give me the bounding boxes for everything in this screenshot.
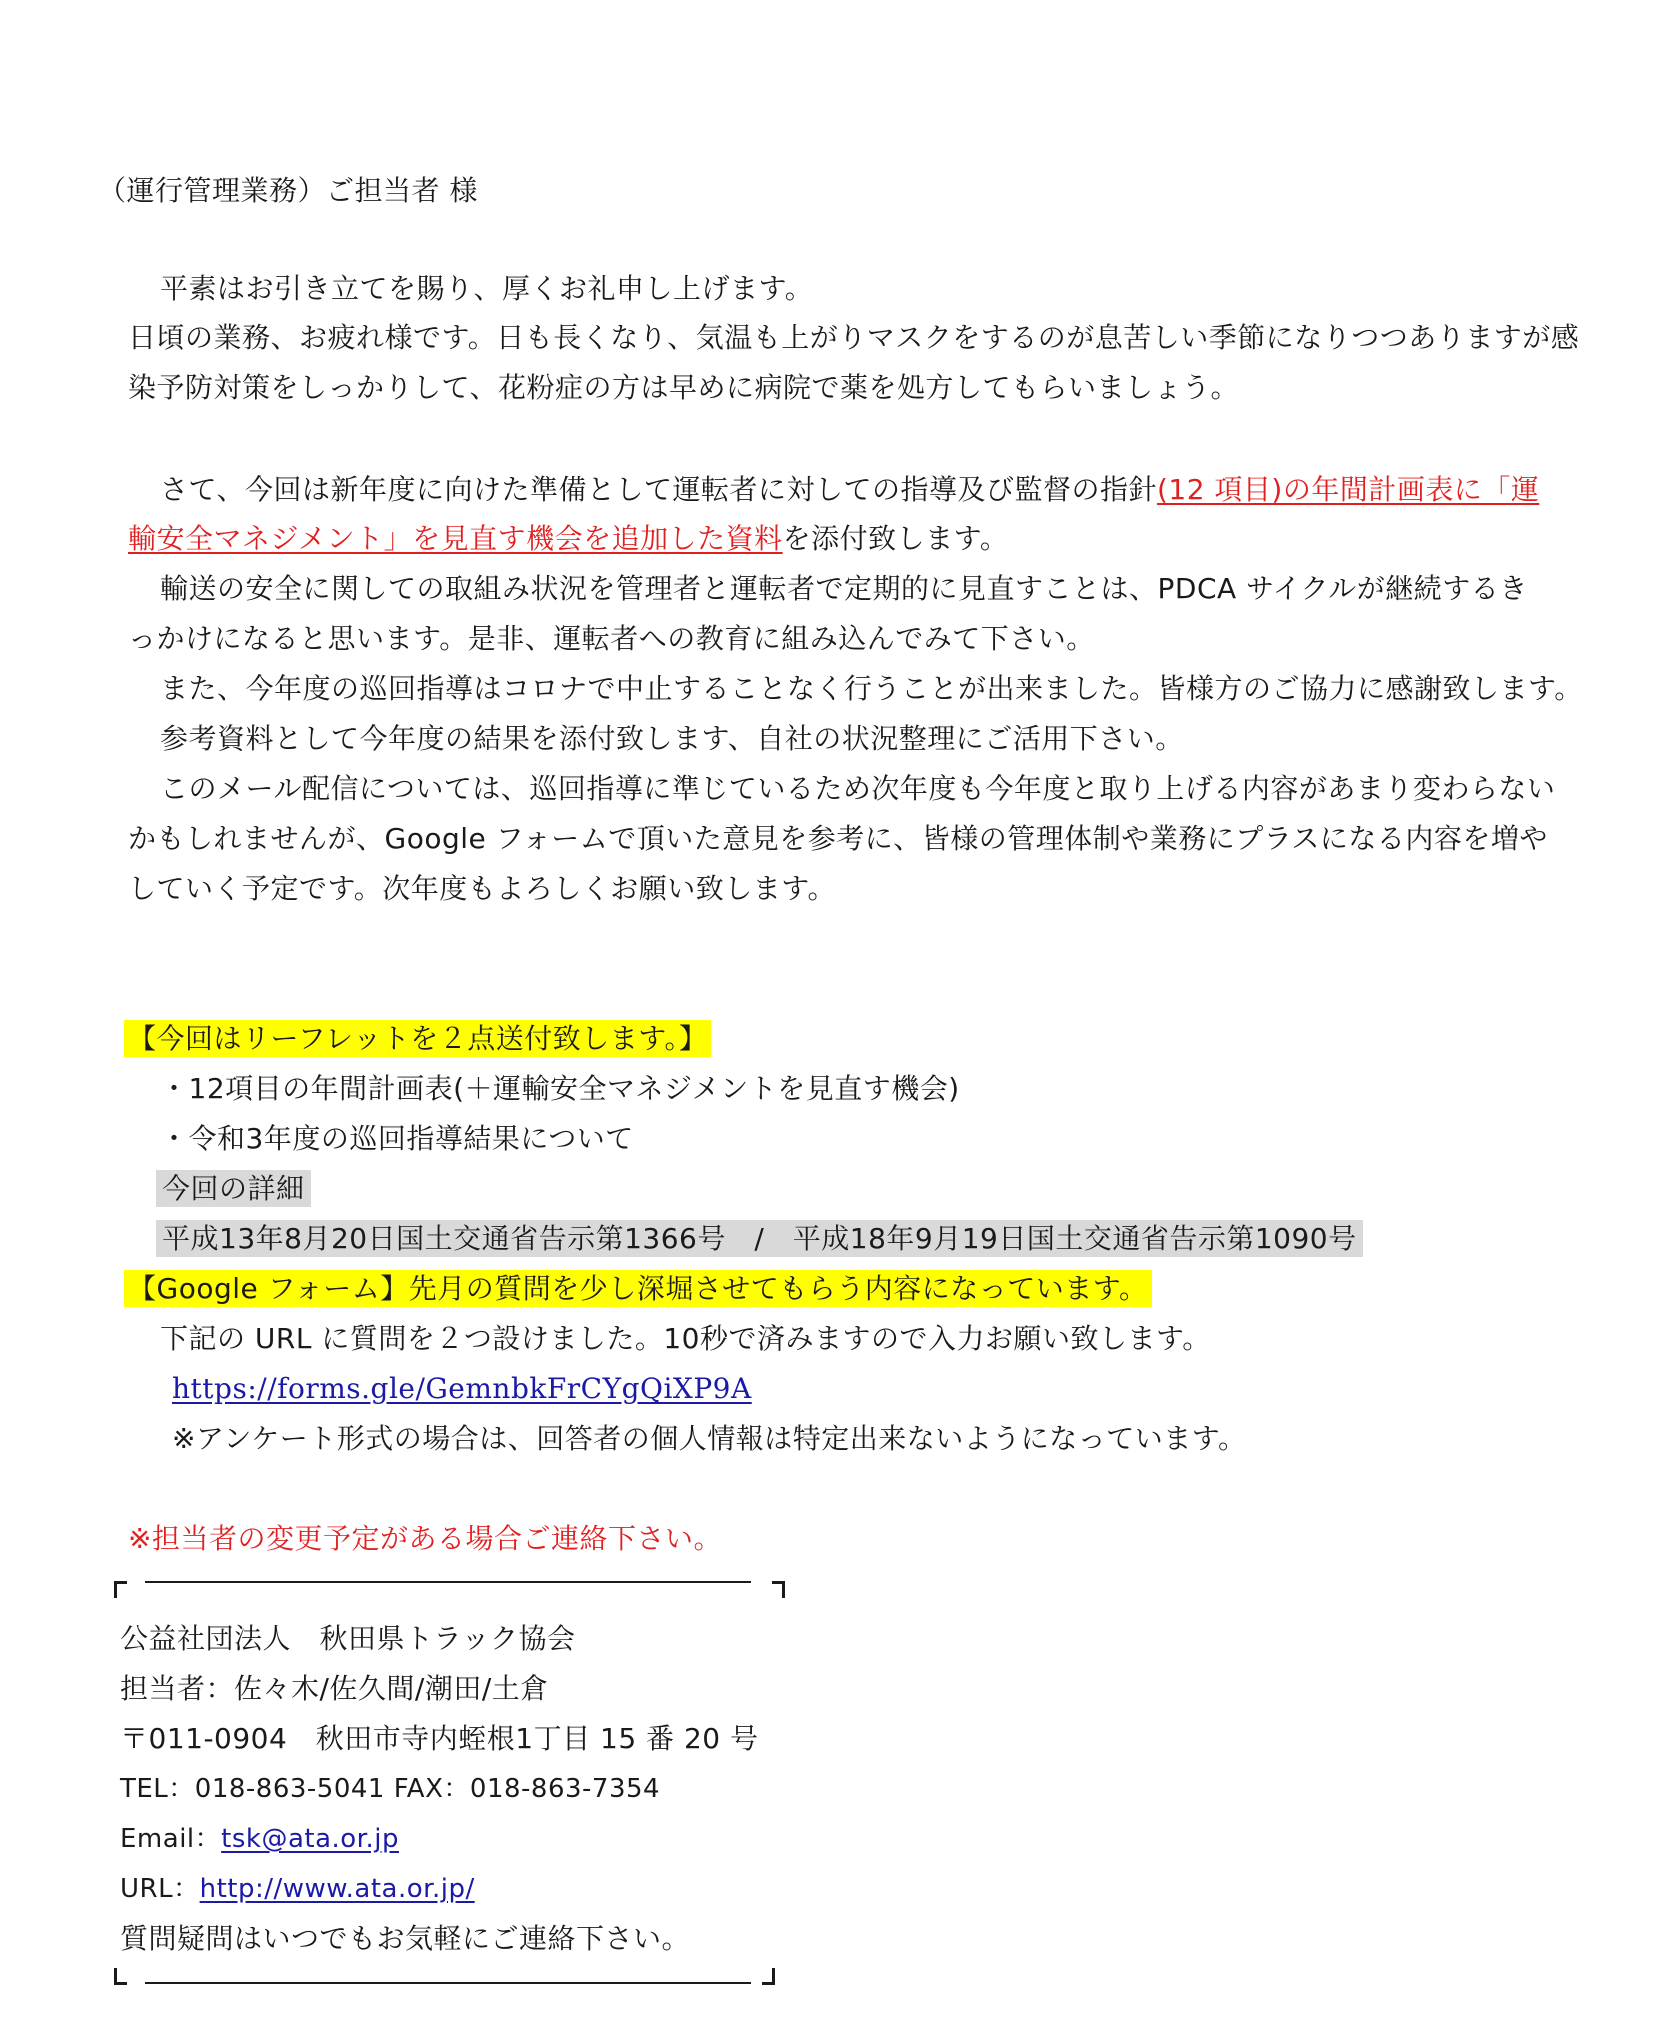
details-notice-refs [156, 1219, 1363, 1259]
body-p1-emphasis: (12 項目)の年間計画表に「運 [1156, 473, 1540, 506]
details-label [156, 1169, 311, 1209]
signature-closing: 質問疑問はいつでもお気軽にご連絡下さい。 [120, 1922, 691, 1955]
google-form-link-row [172, 1369, 752, 1409]
signature-url-label: URL： [120, 1874, 200, 1904]
google-form-link[interactable]: https://forms.gle/GemnbkFrCYgQiXP9A [172, 1372, 752, 1405]
signature-email-link[interactable]: tsk@ata.or.jp [221, 1824, 399, 1854]
signature-url-link[interactable]: http://www.ata.or.jp/ [199, 1874, 475, 1904]
body-paragraph-3: また、今年度の巡回指導はコロナで中止することなく行うことが出来ました。皆様方のご協力に感謝致します。 [160, 672, 1583, 705]
body-paragraph-2-line-1: 輸送の安全に関しての取組み状況を管理者と運転者で定期的に見直すことは、PDCA サイクルが継続するき [160, 572, 1528, 605]
body-paragraph-5-line-2: かもしれませんが、Google フォームで頂いた意見を参考に、皆様の管理体制や業務にプラスになる内容を増や [128, 822, 1548, 855]
leaflet-item-2: ・令和3年度の巡回指導結果について [160, 1122, 634, 1155]
signature-address: 〒011-0904 秋田市寺内蛭根1丁目 15 番 20 号 [120, 1722, 759, 1755]
body-paragraph-4: 参考資料として今年度の結果を添付致します、自社の状況整理にご活用下さい。 [160, 722, 1184, 755]
salutation: （運行管理業務）ご担当者 様 [98, 174, 478, 207]
signature-corner-bottom-left [114, 1968, 127, 1985]
body-p1-text: さて、今回は新年度に向けた準備として運転者に対しての指導及び監督の指針 [160, 473, 1157, 506]
signature-url-row [120, 1869, 475, 1909]
signature-tel-fax: TEL：018-863-5041 FAX：018-863-7354 [120, 1774, 661, 1804]
signature-top-rule [145, 1581, 751, 1583]
google-form-heading-text: 【Google フォーム】先月の質問を少し深堀させてもらう内容になっています。 [124, 1270, 1152, 1307]
google-form-note: ※アンケート形式の場合は、回答者の個人情報は特定出来ないようになっています。 [172, 1422, 1247, 1455]
intro-line-3: 染予防対策をしっかりして、花粉症の方は早めに病院で薬を処方してもらいましょう。 [128, 371, 1239, 404]
signature-email-row [120, 1819, 399, 1859]
signature-corner-top-left [114, 1581, 127, 1598]
details-notice-refs-text: 平成13年8月20日国土交通省告示第1366号 / 平成18年9月19日国土交通省告示第1090号 [156, 1220, 1363, 1257]
contact-change-notice: ※担当者の変更予定がある場合ご連絡下さい。 [128, 1522, 722, 1555]
signature-email-label: Email： [120, 1824, 222, 1854]
signature-contacts: 担当者：佐々木/佐久間/潮田/土倉 [120, 1672, 549, 1705]
intro-line-1: 平素はお引き立てを賜り、厚くお礼申し上げます。 [160, 272, 814, 305]
body-paragraph-1-line-2 [128, 519, 1008, 559]
details-label-text: 今回の詳細 [156, 1170, 311, 1207]
body-p1-tail: を添付致します。 [782, 522, 1009, 555]
intro-line-2: 日頃の業務、お疲れ様です。日も長くなり、気温も上がりマスクをするのが息苦しい季節になりつつありますが感 [128, 321, 1580, 354]
signature-bottom-rule [145, 1982, 751, 1984]
body-p1-emphasis-cont: 輸安全マネジメント」を見直す機会を追加した資料 [128, 522, 783, 555]
google-form-heading [124, 1269, 1152, 1309]
signature-organization: 公益社団法人 秋田県トラック協会 [120, 1622, 576, 1655]
leaflet-heading-text: 【今回はリーフレットを２点送付致します。】 [124, 1020, 711, 1057]
body-paragraph-1-line-1 [160, 470, 1539, 510]
body-paragraph-2-line-2: っかけになると思います。是非、運転者への教育に組み込んでみて下さい。 [128, 622, 1095, 655]
body-paragraph-5-line-1: このメール配信については、巡回指導に準じているため次年度も今年度と取り上げる内容があまり変わらない [160, 772, 1556, 805]
body-paragraph-5-line-3: していく予定です。次年度もよろしくお願い致します。 [128, 872, 837, 905]
google-form-description: 下記の URL に質問を２つ設けました。10秒で済みますので入力お願い致します。 [160, 1322, 1211, 1355]
signature-corner-bottom-right [762, 1968, 775, 1985]
signature-corner-top-right [772, 1581, 785, 1598]
leaflet-item-1: ・12項目の年間計画表(＋運輸安全マネジメントを見直す機会) [160, 1072, 960, 1105]
leaflet-heading [124, 1019, 711, 1059]
